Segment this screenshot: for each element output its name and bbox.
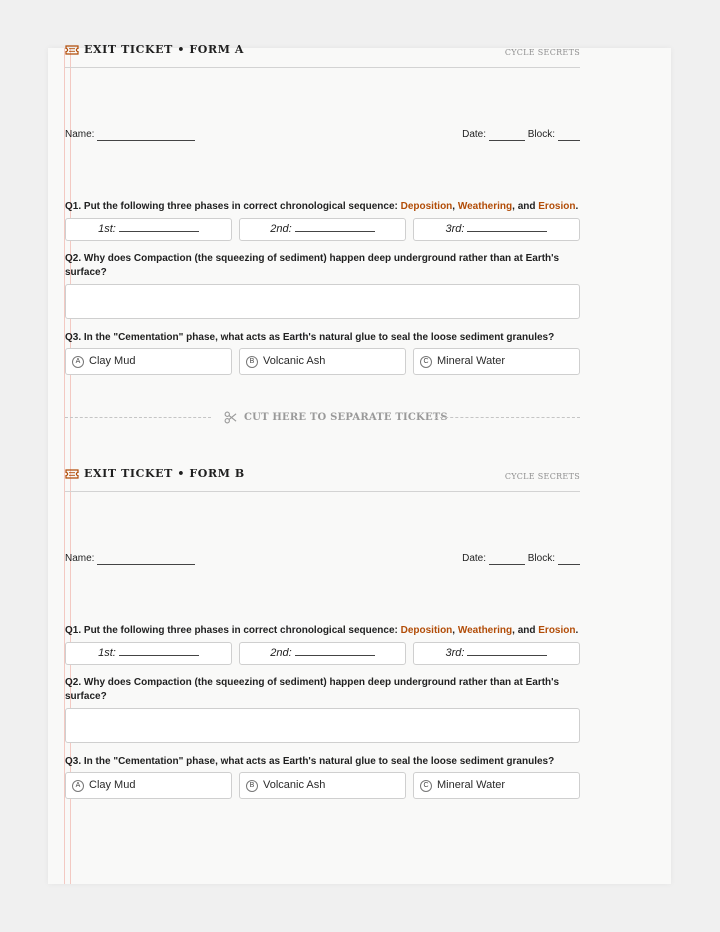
- exit-ticket-form-b: [65, 466, 580, 791]
- sequence-row: [65, 218, 580, 241]
- date-label: Date:: [462, 129, 486, 140]
- question-3: Q3. In the "Cementation" phase, what acts as Earth's natural glue to seal the loose sediment granules?: [65, 332, 555, 343]
- ticket-icon: [65, 469, 79, 479]
- sequence-row: [65, 642, 580, 665]
- slot-blank[interactable]: [119, 223, 199, 232]
- question-2: Q2. Why does Compaction (the squeezing of sediment) happen deep underground rather than at Earth's surface?: [65, 253, 560, 278]
- sequence-slot-1[interactable]: [65, 218, 232, 241]
- block-label: Block:: [527, 129, 555, 140]
- separator: ,: [452, 625, 458, 636]
- slot-label: 1st:: [98, 647, 116, 659]
- option-a-text: Clay Mud: [89, 355, 136, 367]
- date-label: Date:: [462, 553, 486, 564]
- worksheet-topic: CYCLE SECRETS: [504, 472, 580, 481]
- dashed-line: [65, 417, 211, 418]
- ticket-title: EXIT TICKET • FORM A: [84, 43, 245, 56]
- option-letter-b: B: [246, 356, 258, 368]
- term-erosion: Erosion: [538, 625, 576, 636]
- slot-label: 3rd:: [445, 223, 465, 235]
- slot-blank[interactable]: [295, 647, 375, 656]
- slot-label: 2nd:: [270, 647, 292, 659]
- date-blank[interactable]: [489, 140, 525, 141]
- block-blank[interactable]: [558, 140, 580, 141]
- option-letter-c: C: [420, 356, 432, 368]
- block-blank[interactable]: [558, 564, 580, 565]
- option-c-text: Mineral Water: [437, 355, 506, 367]
- date-blank[interactable]: [489, 564, 525, 565]
- scissors-icon: [224, 411, 237, 424]
- option-c[interactable]: [413, 772, 580, 799]
- slot-label: 2nd:: [270, 223, 292, 235]
- option-b[interactable]: [239, 348, 406, 375]
- cut-line: [65, 410, 580, 426]
- name-blank[interactable]: [97, 140, 195, 141]
- slot-blank[interactable]: [467, 647, 547, 656]
- name-label: Name:: [65, 129, 95, 140]
- question-3: Q3. In the "Cementation" phase, what acts as Earth's natural glue to seal the loose sediment granules?: [65, 756, 555, 767]
- option-b[interactable]: [239, 772, 406, 799]
- term-weathering: Weathering: [457, 201, 513, 212]
- worksheet-topic: CYCLE SECRETS: [504, 48, 580, 57]
- question-1: [65, 200, 580, 214]
- option-c[interactable]: [413, 348, 580, 375]
- slot-label: 1st:: [98, 223, 116, 235]
- block-label: Block:: [527, 553, 555, 564]
- option-letter-b: B: [246, 780, 258, 792]
- option-letter-c: C: [420, 780, 432, 792]
- option-b-text: Volcanic Ash: [263, 355, 326, 367]
- option-c-text: Mineral Water: [437, 779, 506, 791]
- slot-blank[interactable]: [467, 223, 547, 232]
- separator: ,: [452, 201, 458, 212]
- answer-box[interactable]: [65, 708, 580, 743]
- option-a[interactable]: [65, 348, 232, 375]
- ticket-header: [65, 466, 580, 492]
- option-b-text: Volcanic Ash: [263, 779, 326, 791]
- exit-ticket-form-a: [65, 42, 580, 367]
- answer-box[interactable]: [65, 284, 580, 319]
- option-letter-a: A: [72, 356, 84, 368]
- option-letter-a: A: [72, 780, 84, 792]
- sequence-slot-2[interactable]: [239, 218, 406, 241]
- question-1: [65, 624, 580, 638]
- question-end: .: [575, 625, 579, 636]
- options-row: [65, 772, 580, 799]
- question-2: Q2. Why does Compaction (the squeezing of sediment) happen deep underground rather than at Earth's surface?: [65, 677, 560, 702]
- dashed-line: [435, 417, 580, 418]
- name-label: Name:: [65, 553, 95, 564]
- slot-blank[interactable]: [119, 647, 199, 656]
- sequence-slot-1[interactable]: [65, 642, 232, 665]
- slot-label: 3rd:: [445, 647, 465, 659]
- term-weathering: Weathering: [457, 625, 513, 636]
- option-a[interactable]: [65, 772, 232, 799]
- name-blank[interactable]: [97, 564, 195, 565]
- term-deposition: Deposition: [400, 201, 453, 212]
- sequence-slot-3[interactable]: [413, 642, 580, 665]
- cut-instruction: CUT HERE TO SEPARATE TICKETS: [244, 412, 448, 423]
- slot-blank[interactable]: [295, 223, 375, 232]
- question-end: .: [575, 201, 579, 212]
- sequence-slot-3[interactable]: [413, 218, 580, 241]
- options-row: [65, 348, 580, 375]
- ticket-header: [65, 42, 580, 68]
- separator: , and: [512, 625, 539, 636]
- ticket-icon: [65, 45, 79, 55]
- term-deposition: Deposition: [400, 625, 453, 636]
- option-a-text: Clay Mud: [89, 779, 136, 791]
- term-erosion: Erosion: [538, 201, 576, 212]
- sequence-slot-2[interactable]: [239, 642, 406, 665]
- separator: , and: [512, 201, 539, 212]
- ticket-title: EXIT TICKET • FORM B: [84, 467, 245, 480]
- question-1-text: Q1. Put the following three phases in correct chronological sequence:: [65, 625, 401, 636]
- question-1-text: Q1. Put the following three phases in correct chronological sequence:: [65, 201, 401, 212]
